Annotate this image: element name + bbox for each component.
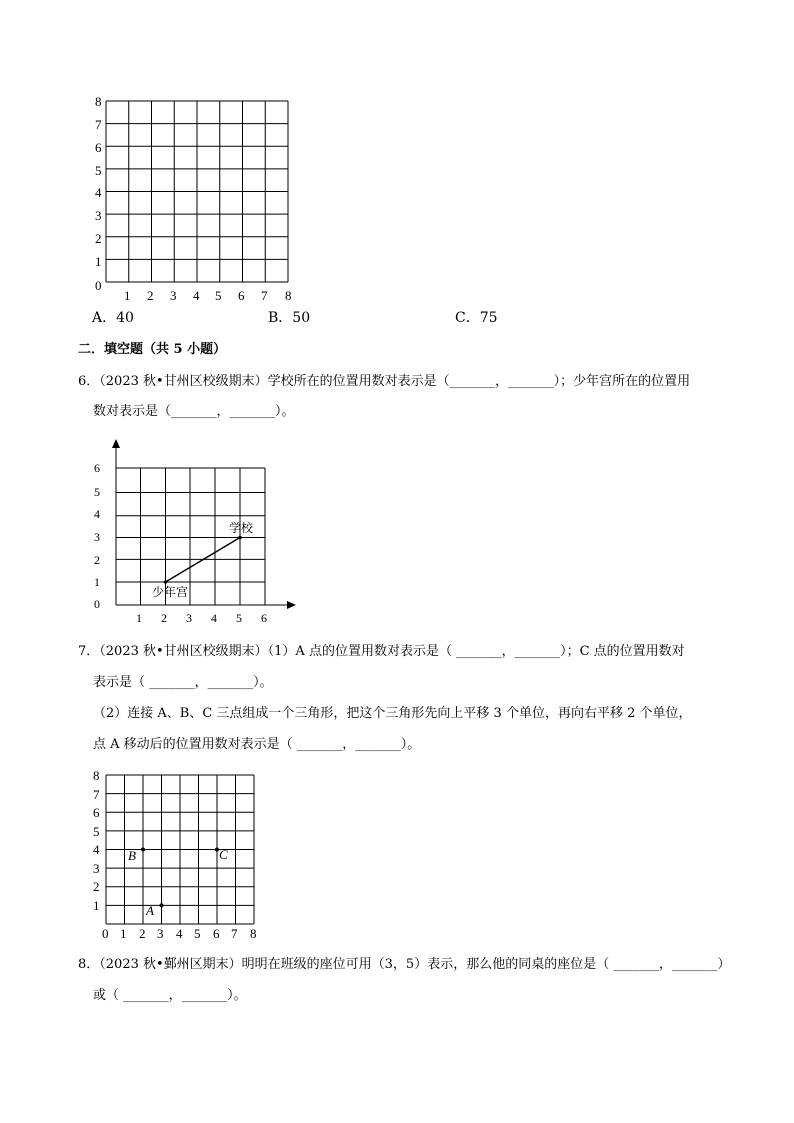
x-label: 6 <box>261 611 267 625</box>
q7-line-3: （2）连接 A、B、C 三点组成一个三角形，把这个三角形先向上平移 3 个单位，再向右平移 2 个单位， <box>93 706 692 721</box>
y-label: 7 <box>95 117 102 132</box>
figure-grid-1 <box>88 92 303 307</box>
palace-label: 少年宫 <box>152 585 189 599</box>
y-label: 4 <box>94 507 100 521</box>
y-axis-arrow-icon <box>112 439 120 448</box>
q7-line-2: 表示是（ _______，_______）。 <box>93 675 273 690</box>
x-label: 8 <box>250 926 257 941</box>
option-b: B．50 <box>268 310 311 326</box>
x-label: 8 <box>285 288 292 303</box>
school-label: 学校 <box>229 521 254 535</box>
x-label: 2 <box>139 926 146 941</box>
y-label: 1 <box>95 254 102 269</box>
x-label: 0 <box>102 926 109 941</box>
x-label: 5 <box>194 926 201 941</box>
q7-line-1: 7．（2023 秋•甘州区校级期末）（1）A 点的位置用数对表示是（ _______，_______）；C 点的位置用数对 <box>78 644 685 659</box>
y-label: 5 <box>93 824 100 839</box>
y-label: 3 <box>93 861 100 876</box>
x-label: 3 <box>170 288 177 303</box>
x-label: 7 <box>261 288 268 303</box>
option-a: A．40 <box>92 310 134 326</box>
x-label: 6 <box>238 288 245 303</box>
point-c-label: C <box>219 847 228 862</box>
y-label: 0 <box>95 278 102 293</box>
x-label: 5 <box>236 611 242 625</box>
y-label: 4 <box>95 185 102 200</box>
x-label: 3 <box>186 611 192 625</box>
x-label: 7 <box>231 926 238 941</box>
grid-2-lines <box>116 468 265 605</box>
grid-1-lines <box>106 101 288 282</box>
y-label: 3 <box>94 530 100 544</box>
x-label: 1 <box>120 926 127 941</box>
figure-grid-3 <box>88 766 268 946</box>
point-palace <box>164 580 168 584</box>
x-label: 1 <box>136 611 142 625</box>
y-label: 5 <box>95 163 102 178</box>
y-label: 1 <box>94 575 100 589</box>
y-label: 5 <box>94 485 100 499</box>
q6-line-1: 6．（2023 秋•甘州区校级期末）学校所在的位置用数对表示是（_______，_______）；少年宫所在的位置用 <box>78 374 691 389</box>
y-label: 2 <box>93 879 100 894</box>
x-label: 6 <box>213 926 220 941</box>
x-label: 2 <box>147 288 154 303</box>
point-school <box>238 536 242 540</box>
y-label: 0 <box>94 597 100 611</box>
y-label: 6 <box>94 461 100 475</box>
point-b-label: B <box>128 848 136 863</box>
x-label: 3 <box>157 926 164 941</box>
option-c: C．75 <box>455 310 498 326</box>
point-b-dot <box>141 848 145 852</box>
q7-line-4: 点 A 移动后的位置用数对表示是（ _______，_______）。 <box>93 737 421 752</box>
q6-line-2: 数对表示是（_______，_______）。 <box>93 404 295 419</box>
x-label: 4 <box>193 288 200 303</box>
x-label: 2 <box>161 611 167 625</box>
y-label: 2 <box>95 231 102 246</box>
y-label: 6 <box>95 140 102 155</box>
x-label: 1 <box>124 288 131 303</box>
y-label: 8 <box>95 94 102 109</box>
point-a-dot <box>160 903 164 907</box>
x-label: 5 <box>215 288 222 303</box>
grid-2-svg <box>88 436 303 626</box>
y-label: 8 <box>93 768 100 783</box>
point-a-label: A <box>146 903 154 918</box>
y-label: 6 <box>93 805 100 820</box>
section-title: 二．填空题（共 5 小题） <box>78 342 227 357</box>
q8-line-2: 或（ _______，_______）。 <box>93 988 247 1003</box>
y-label: 4 <box>93 842 100 857</box>
x-axis-arrow-icon <box>287 601 296 609</box>
grid-1-svg <box>88 92 303 307</box>
y-label: 7 <box>93 787 100 802</box>
figure-grid-2 <box>88 436 303 626</box>
x-label: 4 <box>176 926 183 941</box>
x-label: 4 <box>211 611 217 625</box>
q8-line-1: 8．（2023 秋•鄞州区期末）明明在班级的座位可用（3，5）表示，那么他的同桌的座位是（ _______，_______） <box>78 957 731 972</box>
y-label: 2 <box>94 553 100 567</box>
y-label: 3 <box>95 208 102 223</box>
y-label: 1 <box>93 898 100 913</box>
grid-3-svg <box>88 766 268 946</box>
